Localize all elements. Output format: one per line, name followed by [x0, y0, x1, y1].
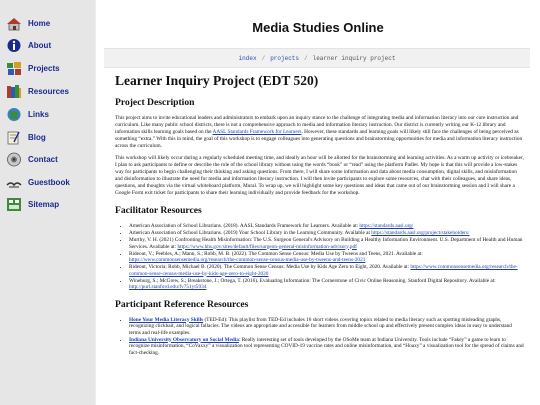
home-icon — [6, 16, 22, 31]
breadcrumb — [104, 48, 530, 68]
sidebar-item-label: Projects — [28, 64, 60, 73]
list-item: • Wineburg, S.; McGrew, S.; Breakstone, J.; Ortega, T. (2016). Evaluating Information: The Cornerstone of Civic Online Reasoning. Stanford Digital Repository. Available at: http://purl.stanford.edu/fv751yt5934 — [129, 278, 525, 291]
contact-icon — [6, 152, 22, 167]
sidebar-item-home[interactable] — [6, 16, 50, 31]
sidebar-item-label: Blog — [28, 133, 46, 142]
facilitator-resources-heading: Facilitator Resources — [115, 205, 202, 216]
list-item: • Murthy, V. H. (2021) Confronting Health Misinformation: The U.S. Surgeon General's Advisory on Building a Healthy Information Environment. U.S. Department of Health and Human Services. Available at: https://www.hhs.gov/sites/default/files/surgeon-general-misinformation-advisory.pdf — [129, 237, 525, 250]
sitemap-icon — [6, 197, 22, 212]
sidebar-item-label: Contact — [28, 155, 58, 164]
breadcrumb-separator: / — [261, 54, 266, 62]
participant-resources-list — [115, 317, 525, 357]
page-title: Learner Inquiry Project (EDT 520) — [115, 73, 319, 88]
guestbook-icon — [6, 175, 22, 190]
description-paragraph-1: This project aims to invite educational leaders and administrators to embark upon an inquiry stance to the challenge of integrating media and information literacy into our core instruction and curriculum. Like many public school districts, there is not a comprehensive approach to media and information literacy instruction. Our district is currently writing our K-12 library and information skills learning goals based on the AASL Standards Framework for Learners. However, these standards and learning goals will likely still face the challenges of being perceived as something “extra.” With this in mind, the goal of this workshop is to engage colleagues into generating questions and brainstorming opportunities for media and information literacy instruction across the curriculum. — [115, 115, 523, 149]
list-item: • Indiana University Observatory on Social Media: Really interesting set of tools developed by the OSoMe team at Indiana University. Tools include “Fakey” a game to learn to recognize misinformation, “CoVaxxy” a visualization tool representing COVID-19 vaccine rates and online misinformation, and “Hoaxy” a visualization tool for the spread of claims and fact-checking. — [129, 337, 525, 357]
resource-link[interactable]: Hone Your Media Literacy Skills — [129, 316, 204, 323]
main-content — [96, 0, 540, 405]
sidebar-item-sitemap[interactable] — [6, 197, 59, 212]
list-item: • American Association of School Librarians. (2018). AASL Standards Framework for Learners. Available at: https://standards.aasl.org/ — [129, 223, 525, 230]
breadcrumb-current: learner inquiry project — [312, 54, 396, 62]
resource-link[interactable]: https://www.commonsensemedia.org/research/the-common-sense-census-media-use-by-tweens-and-teens-2021 — [129, 257, 366, 263]
breadcrumb-separator: / — [304, 54, 308, 62]
list-item: • Rideout, Victoria; Robb, Michael B. (2020). The Common Sense Census: Media Use by Kids Age Zero to Eight, 2020. Available at: https://www.commonsensemedia.org/research/the-common-sense-census-media-use-by-kids-age-zero-to-eight-2020 — [129, 264, 525, 277]
sidebar-item-resources[interactable] — [6, 84, 69, 99]
resource-link[interactable]: https://standards.aasl.org/ — [359, 223, 414, 229]
site-title: Media Studies Online — [252, 20, 384, 35]
sidebar-nav — [0, 0, 95, 405]
list-item: • Hone Your Media Literacy Skills (TED-Ed): This playlist from TED-Ed includes 16 short videos covering topics related to media literacy such as spotting misleading graphs, recognizing clickbait, and logical fallacies. The videos are appropriate and accessible for learners from middle school up and effectively present complex ideas in easy to understand terms and real-life examples. — [129, 317, 525, 337]
sidebar-item-label: About — [28, 41, 52, 50]
participant-resources-heading: Participant Reference Resources — [115, 298, 249, 310]
sidebar-item-about[interactable] — [6, 38, 51, 53]
facilitator-resources-list — [115, 223, 525, 291]
sidebar-item-label: Resources — [28, 87, 69, 96]
resource-link[interactable]: http://purl.stanford.edu/fv751yt5934 — [129, 284, 207, 290]
sidebar-item-label: Links — [28, 110, 49, 119]
resource-link[interactable]: Indiana University Observatory on Social Media — [129, 336, 239, 343]
breadcrumb-projects-link[interactable]: projects — [270, 54, 299, 62]
info-icon — [6, 38, 22, 53]
list-item: • American Association of School Librarians. (2019) Your School Library in the Learning Community. Available at https://standards.aasl.org/project/stakeholders/ — [129, 230, 525, 237]
blog-icon — [6, 130, 22, 145]
sidebar-item-links[interactable] — [6, 107, 49, 122]
aasl-standards-link[interactable]: AASL Standards Framework for Learners — [212, 129, 302, 135]
sidebar-item-contact[interactable] — [6, 152, 58, 167]
resource-link[interactable]: https://www.hhs.gov/sites/default/files/surgeon-general-misinformation-advisory.pdf — [177, 243, 357, 250]
resource-link[interactable]: https://www.commonsensemedia.org/research/the-common-sense-census-media-use-by-kids-age-zero-to-eight-2020 — [129, 264, 518, 277]
sidebar-item-projects[interactable] — [6, 61, 60, 76]
breadcrumb-home-link[interactable]: index — [238, 54, 257, 62]
links-icon — [6, 107, 22, 122]
description-paragraph-2: This workshop will likely occur during a regularly scheduled meeting time, and ideally an hour will be allotted for the brainstorming and learning activities. As a warm up activity or icebreaker, I plan to ask participants to define or describe the role of the school library without using the words “book” or “read” using the platform Padlet. My hope is that this will provide a low-stakes way for participants to begin challenging their thinking and asking questions. From there, I will share some information and data about media consumption, digital skills, and misinformation and disinformation to illustrate the need for media and information literacy instruction. I will then invite participants to explore some resources, chat with their colleagues, and share ideas, questions, and thoughts via the virtual whiteboard platform, Mural. To wrap up, we will highlight some key questions and ideas that came out of our brainstorming session and I will share a Google Form exit ticket for participants to share their learning individually and provide feedback for the workshop. — [115, 155, 524, 196]
sidebar-item-label: Guestbook — [28, 178, 70, 187]
resources-icon — [6, 84, 22, 99]
sidebar-item-label: Sitemap — [28, 200, 60, 209]
sidebar-item-blog[interactable] — [6, 130, 46, 145]
projects-icon — [6, 61, 22, 76]
list-item: • Rideout, V.; Peebles, A.; Mann, S.; Robb, M. B. (2022). The Common Sense Census: Media Use by Tweens and Teens, 2021. Available at: https://www.commonsensemedia.org/research/the-common-sense-census-media-use-by-tweens-and-teens-2021 — [129, 251, 525, 264]
resource-link[interactable]: https://standards.aasl.org/project/stakeholders/ — [371, 230, 470, 236]
project-description-heading: Project Description — [115, 97, 195, 108]
article — [115, 70, 525, 359]
sidebar-item-label: Home — [28, 19, 51, 28]
sidebar-item-guestbook[interactable] — [6, 175, 70, 190]
